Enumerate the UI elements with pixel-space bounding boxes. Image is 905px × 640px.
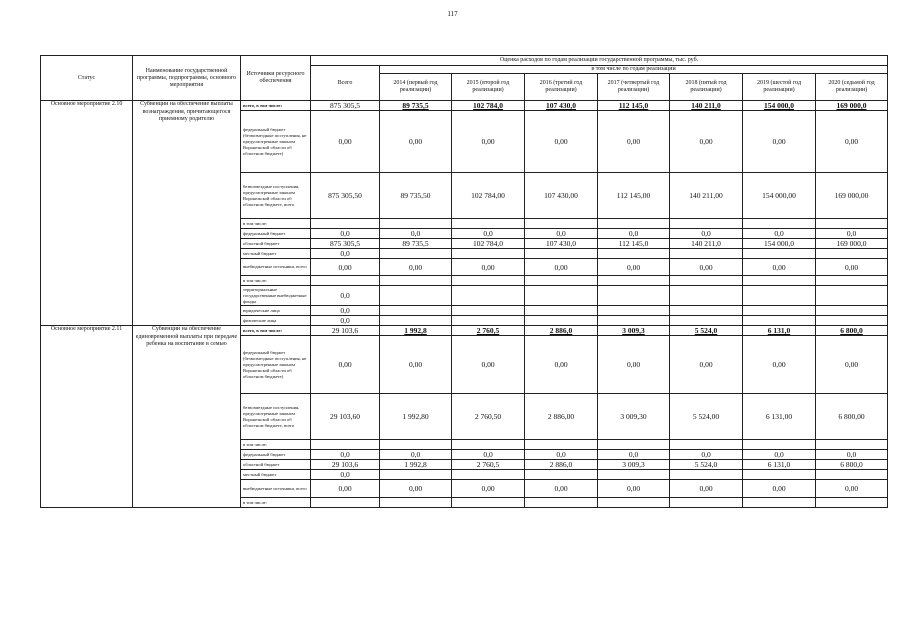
value-year [743,249,816,259]
value-year [380,440,452,450]
value-total: 0,00 [311,336,380,394]
value-total: 29 103,60 [311,394,380,440]
value-year [525,306,598,316]
value-year: 169 000,0 [816,101,888,111]
source-label: всего, в том числе: [241,101,311,111]
value-year: 169 000,0 [816,239,888,249]
value-year [380,306,452,316]
value-year [670,249,743,259]
source-label: безвозмездные поступления, предусмотренные законом Воронежской области об областном бюджете, всего [241,173,311,219]
value-year: 0,00 [816,111,888,173]
value-year: 1 992,8 [380,460,452,470]
value-year: 0,00 [743,336,816,394]
value-year: 0,00 [452,336,525,394]
value-year [816,219,888,229]
value-year [670,306,743,316]
value-year: 0,00 [670,259,743,276]
value-year: 0,00 [743,259,816,276]
value-total [311,498,380,508]
value-year: 102 784,00 [452,173,525,219]
value-total: 0,0 [311,249,380,259]
value-year [525,249,598,259]
source-label: местный бюджет [241,249,311,259]
value-year [816,306,888,316]
value-year [452,440,525,450]
value-year: 0,0 [452,229,525,239]
value-total: 0,0 [311,450,380,460]
value-year: 0,00 [670,336,743,394]
value-year: 0,00 [598,259,670,276]
header-estimate: Оценка расходов по годам реализации государственной программы, тыс. руб. [311,56,888,66]
value-year: 2 760,50 [452,394,525,440]
value-year [525,316,598,326]
source-label: всего, в том числе: [241,326,311,336]
value-year: 0,00 [380,259,452,276]
value-year [525,440,598,450]
source-label: федеральный бюджет (безвозмездные поступления, не предусмотренные законом Воронежской области об областном бюджете) [241,336,311,394]
source-label: в том числе: [241,498,311,508]
value-year [380,498,452,508]
value-year [670,276,743,286]
value-year [598,470,670,480]
value-year [380,219,452,229]
value-year: 0,00 [525,111,598,173]
value-year: 102 784,0 [452,101,525,111]
value-total [311,276,380,286]
value-year [743,316,816,326]
value-year: 6 131,0 [743,460,816,470]
value-year [598,440,670,450]
value-year [452,249,525,259]
value-year: 0,00 [380,336,452,394]
value-total [311,440,380,450]
value-year [598,219,670,229]
value-total: 0,0 [311,306,380,316]
value-year [598,286,670,306]
value-total: 0,00 [311,111,380,173]
source-label: внебюджетные источники, всего [241,259,311,276]
header-year: 2019 (шестой год реализации) [743,74,816,101]
value-year [816,276,888,286]
value-total: 29 103,6 [311,460,380,470]
source-label: безвозмездные поступления, предусмотренные законом Воронежской области об областном бюджете, всего [241,394,311,440]
value-year [452,498,525,508]
value-year: 0,0 [743,229,816,239]
value-year: 0,00 [380,480,452,498]
source-label: в том числе: [241,440,311,450]
value-year: 0,00 [670,480,743,498]
value-year: 5 524,00 [670,394,743,440]
value-year: 1 992,80 [380,394,452,440]
value-year: 169 000,00 [816,173,888,219]
value-total [311,219,380,229]
value-year: 0,00 [743,480,816,498]
header-year: 2016 (третий год реализации) [525,74,598,101]
header-year: 2015 (второй год реализации) [452,74,525,101]
source-label: местный бюджет [241,470,311,480]
source-label: областной бюджет [241,460,311,470]
value-year: 0,0 [816,229,888,239]
value-year: 140 211,00 [670,173,743,219]
value-year [743,219,816,229]
value-year [380,249,452,259]
value-year: 0,0 [670,450,743,460]
header-year: 2017 (четвертый год реализации) [598,74,670,101]
value-year: 0,00 [452,111,525,173]
value-year: 2 886,0 [525,460,598,470]
value-year: 1 992,8 [380,326,452,336]
value-year [743,306,816,316]
value-year: 89 735,5 [380,239,452,249]
row-status: Основное мероприятие 2.11 [41,326,133,508]
header-including-years: в том числе по годам реализации [380,66,888,74]
value-year: 0,00 [525,336,598,394]
source-label: федеральный бюджет (безвозмездные поступления, не предусмотренные законом Воронежской области об областном бюджете) [241,111,311,173]
page-number: 117 [447,10,458,18]
value-year [525,498,598,508]
value-total: 875 305,5 [311,101,380,111]
value-year [743,498,816,508]
header-sources: Источники ресурсного обеспечения [241,56,311,101]
value-total: 0,0 [311,470,380,480]
value-year [380,316,452,326]
value-year: 89 735,50 [380,173,452,219]
source-label: областной бюджет [241,239,311,249]
value-year [452,276,525,286]
value-year: 140 211,0 [670,239,743,249]
source-label: внебюджетные источники, всего [241,480,311,498]
value-year [743,276,816,286]
value-total: 0,00 [311,480,380,498]
value-year: 0,0 [598,450,670,460]
value-year [525,219,598,229]
value-year: 5 524,0 [670,326,743,336]
value-year [816,286,888,306]
value-year [743,470,816,480]
value-year [670,286,743,306]
value-total: 0,00 [311,259,380,276]
header-year: 2020 (седьмой год реализации) [816,74,888,101]
value-year: 0,0 [598,229,670,239]
value-year: 0,0 [380,229,452,239]
value-year [598,249,670,259]
row-status: Основное мероприятие 2.10 [41,101,133,326]
value-year [816,470,888,480]
value-year [525,276,598,286]
value-year: 0,00 [816,480,888,498]
value-year: 107 430,0 [525,239,598,249]
value-total: 875 305,50 [311,173,380,219]
source-label: в том числе: [241,219,311,229]
table-row [41,101,888,111]
value-year [525,286,598,306]
value-year: 0,0 [380,450,452,460]
value-year: 154 000,0 [743,239,816,249]
value-year [670,219,743,229]
value-total: 0,0 [311,229,380,239]
value-year: 0,00 [743,111,816,173]
value-year: 154 000,0 [743,101,816,111]
value-year: 2 886,0 [525,326,598,336]
value-year: 0,00 [452,480,525,498]
value-total: 0,0 [311,316,380,326]
value-year [452,316,525,326]
value-year: 0,00 [525,259,598,276]
table-row [41,326,888,336]
value-year [816,498,888,508]
value-year [380,276,452,286]
value-year: 6 131,0 [743,326,816,336]
value-year [525,470,598,480]
value-year: 3 009,3 [598,460,670,470]
value-year: 6 800,0 [816,460,888,470]
value-year [380,286,452,306]
value-year: 0,00 [816,336,888,394]
header-status: Статус [41,56,133,101]
budget-table [40,55,888,508]
value-year [452,219,525,229]
value-year [452,470,525,480]
value-year [816,440,888,450]
value-year: 0,0 [743,450,816,460]
row-program-name: Субвенции на обеспечение выплаты вознаграждения, причитающегося приемному родителю [133,101,241,326]
value-year [452,306,525,316]
value-year: 112 145,00 [598,173,670,219]
value-year [598,276,670,286]
header-total: Всего [311,66,380,101]
value-year: 140 211,0 [670,101,743,111]
row-program-name: Субвенции на обеспечение единовременной выплаты при передаче ребенка на воспитание в семью [133,326,241,508]
value-year: 0,00 [598,480,670,498]
source-label: физические лица [241,316,311,326]
value-year: 2 760,5 [452,326,525,336]
value-year [598,498,670,508]
value-year [670,440,743,450]
source-label: юридические лица [241,306,311,316]
value-year: 0,0 [525,229,598,239]
value-year [816,249,888,259]
value-year: 2 886,00 [525,394,598,440]
value-year: 89 735,5 [380,101,452,111]
value-year: 107 430,0 [525,101,598,111]
value-year: 112 145,0 [598,101,670,111]
value-year: 3 009,30 [598,394,670,440]
value-year: 0,00 [816,259,888,276]
value-year: 154 000,00 [743,173,816,219]
value-year [743,440,816,450]
value-year [670,316,743,326]
value-year: 0,00 [380,111,452,173]
value-year: 2 760,5 [452,460,525,470]
value-year: 107 430,00 [525,173,598,219]
value-year: 0,0 [452,450,525,460]
value-year: 0,00 [452,259,525,276]
header-year: 2014 (первый год реализации) [380,74,452,101]
value-year [598,316,670,326]
header-year: 2018 (пятый год реализации) [670,74,743,101]
value-year: 0,0 [670,229,743,239]
source-label: федеральный бюджет [241,450,311,460]
value-year [670,470,743,480]
value-total: 0,0 [311,286,380,306]
value-year: 0,00 [598,336,670,394]
source-label: в том числе: [241,276,311,286]
value-total: 29 103,6 [311,326,380,336]
value-year: 0,0 [525,450,598,460]
value-year: 0,00 [525,480,598,498]
value-year [743,286,816,306]
value-year [380,470,452,480]
value-year: 0,00 [598,111,670,173]
value-year: 3 009,3 [598,326,670,336]
value-total: 875 305,5 [311,239,380,249]
value-year: 102 784,0 [452,239,525,249]
value-year [598,306,670,316]
value-year: 6 131,00 [743,394,816,440]
value-year [452,286,525,306]
value-year: 5 524,0 [670,460,743,470]
source-label: федеральный бюджет [241,229,311,239]
source-label: территориальные государственные внебюджетные фонды [241,286,311,306]
value-year: 0,00 [670,111,743,173]
value-year: 6 800,00 [816,394,888,440]
header-program-name: Наименование государственной программы, подпрограммы, основного мероприятия [133,56,241,101]
value-year [816,316,888,326]
value-year [670,498,743,508]
value-year: 0,0 [816,450,888,460]
value-year: 6 800,0 [816,326,888,336]
value-year: 112 145,0 [598,239,670,249]
